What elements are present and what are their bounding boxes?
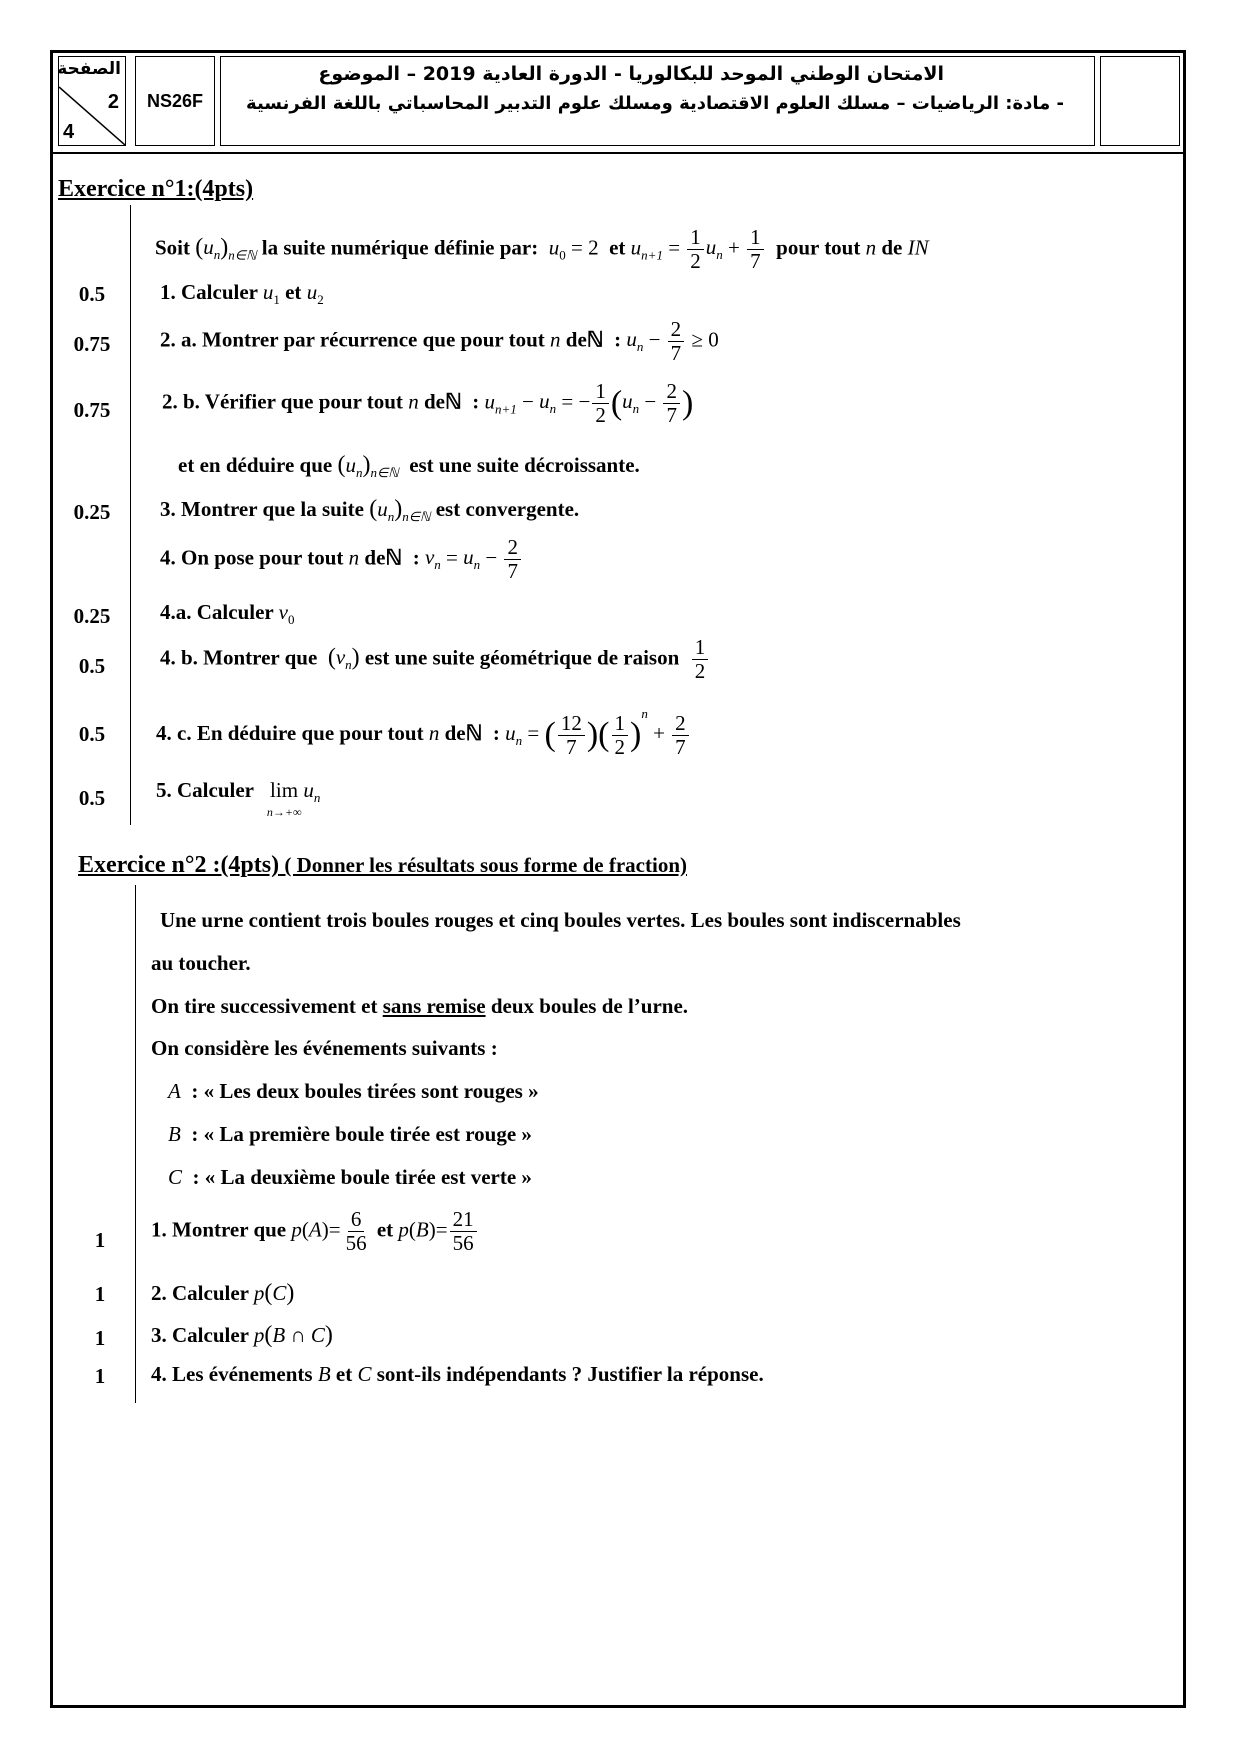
ex1-q4a: 4.a. Calculer $v_0$ <box>160 600 295 628</box>
ex2-para-2: On tire successivement et sans remise deux boules de l’urne. <box>151 994 689 1018</box>
ex1-q2b: 2. b. Vérifier que pour tout n deℕ : $u_{n+1} - u_n$ = − $\frac{1}{2}$ ($u_n$ − $\frac{2}{7}$ ) <box>162 379 694 428</box>
exam-code: NS26F <box>146 91 204 111</box>
ex1-q4b-points: 0.5 <box>78 654 106 678</box>
ex2-q4: 4. Les événements B et C sont-ils indépendants ? Justifier la réponse. <box>151 1362 764 1386</box>
exercise-1-title: Exercice n°1:(4pts) <box>58 176 254 202</box>
page-label: الصفحة <box>57 59 121 79</box>
page-number-box <box>58 56 126 146</box>
ex2-q1-points: 1 <box>94 1228 106 1252</box>
ex2-para-1a: Une urne contient trois boules rouges et cinq boules vertes. Les boules sont indiscernables <box>160 908 961 932</box>
ex1-q4c-points: 0.5 <box>78 722 106 746</box>
exam-title-line2: - مادة: الرياضيات – مسلك العلوم الاقتصادية ومسلك علوم التدبير المحاسباتي باللغة الفرنسية <box>246 93 1064 114</box>
ex1-q2b-points: 0.75 <box>73 398 111 422</box>
ex2-q2: 2. Calculer p(C) <box>151 1280 295 1306</box>
ex2-event-b: B : « La première boule tirée est rouge » <box>168 1122 532 1146</box>
exercise-1-margin-line <box>130 205 131 825</box>
ex1-q5: 5. Calculer $\lim u_n$ n→+∞ <box>156 778 321 820</box>
ex1-q2a-points: 0.75 <box>73 332 111 356</box>
ex2-q3: 3. Calculer p(B ∩ C) <box>151 1322 333 1348</box>
ex1-q3: 3. Montrer que la suite $(u_n)_{n\in ℕ}$ est convergente. <box>160 496 580 525</box>
ex2-para-3: On considère les événements suivants : <box>151 1036 498 1060</box>
exam-title-line1: الامتحان الوطني الموحد للبكالوريا - الدورة العادية 2019 – الموضوع <box>318 63 944 85</box>
ex1-q4: 4. On pose pour tout n deℕ : $v_n = u_n$ − $\frac{2}{7}$ <box>160 536 523 583</box>
ex2-q1: 1. Montrer que p(A)= $\frac{6}{56}$ et p(B)= $\frac{21}{56}$ <box>151 1208 479 1255</box>
ex1-q2b-continued: et en déduire que $(u_n)_{n\in ℕ}$ est une suite décroissante. <box>178 452 640 481</box>
empty-header-box <box>1100 56 1180 146</box>
page-total: 4 <box>63 121 75 143</box>
ex1-intro: Soit $(u_n)_{n\in ℕ}$ la suite numérique définie par: $u_0 = 2$ et $u_{n+1}$ = $\frac{1}{2}$ $u_n$ + $\frac{1}{7}$ pour tout n de IN <box>155 225 929 274</box>
page-number: 2 <box>107 91 119 113</box>
ex2-event-a: A : « Les deux boules tirées sont rouges » <box>168 1079 539 1103</box>
ex2-q4-points: 1 <box>94 1364 106 1388</box>
ex1-q4b: 4. b. Montrer que $(v_n)$ est une suite géométrique de raison $\frac{1}{2}$ <box>160 636 710 683</box>
exam-code-box <box>135 56 215 146</box>
ex2-event-c: C : « La deuxième boule tirée est verte » <box>168 1165 532 1189</box>
header-divider <box>50 152 1186 154</box>
ex1-q5-points: 0.5 <box>78 786 106 810</box>
ex1-q1: 1. Calculer $u_1$ et $u_2$ <box>160 280 324 308</box>
ex1-q4a-points: 0.25 <box>73 604 111 628</box>
ex1-q4c: 4. c. En déduire que pour tout n deℕ : $u_n$ = ( $\frac{12}{7}$ )( $\frac{1}{2}$ )$^n$ + $\frac{2}{7}$ <box>156 706 691 759</box>
exam-title-box <box>220 56 1095 146</box>
exercise-2-margin-line <box>135 885 136 1403</box>
exercise-2-title: Exercice n°2 :(4pts) ( Donner les résultats sous forme de fraction) <box>78 852 687 878</box>
ex2-q2-points: 1 <box>94 1282 106 1306</box>
ex1-q3-points: 0.25 <box>73 500 111 524</box>
ex1-q1-points: 0.5 <box>78 282 106 306</box>
ex1-q2a: 2. a. Montrer par récurrence que pour tout n deℕ : $u_n$ − $\frac{2}{7}$ ≥ 0 <box>160 317 719 366</box>
ex2-para-1b: au toucher. <box>151 951 251 975</box>
ex2-q3-points: 1 <box>94 1326 106 1350</box>
exercise-2-note: ( Donner les résultats sous forme de fraction) <box>279 853 687 877</box>
